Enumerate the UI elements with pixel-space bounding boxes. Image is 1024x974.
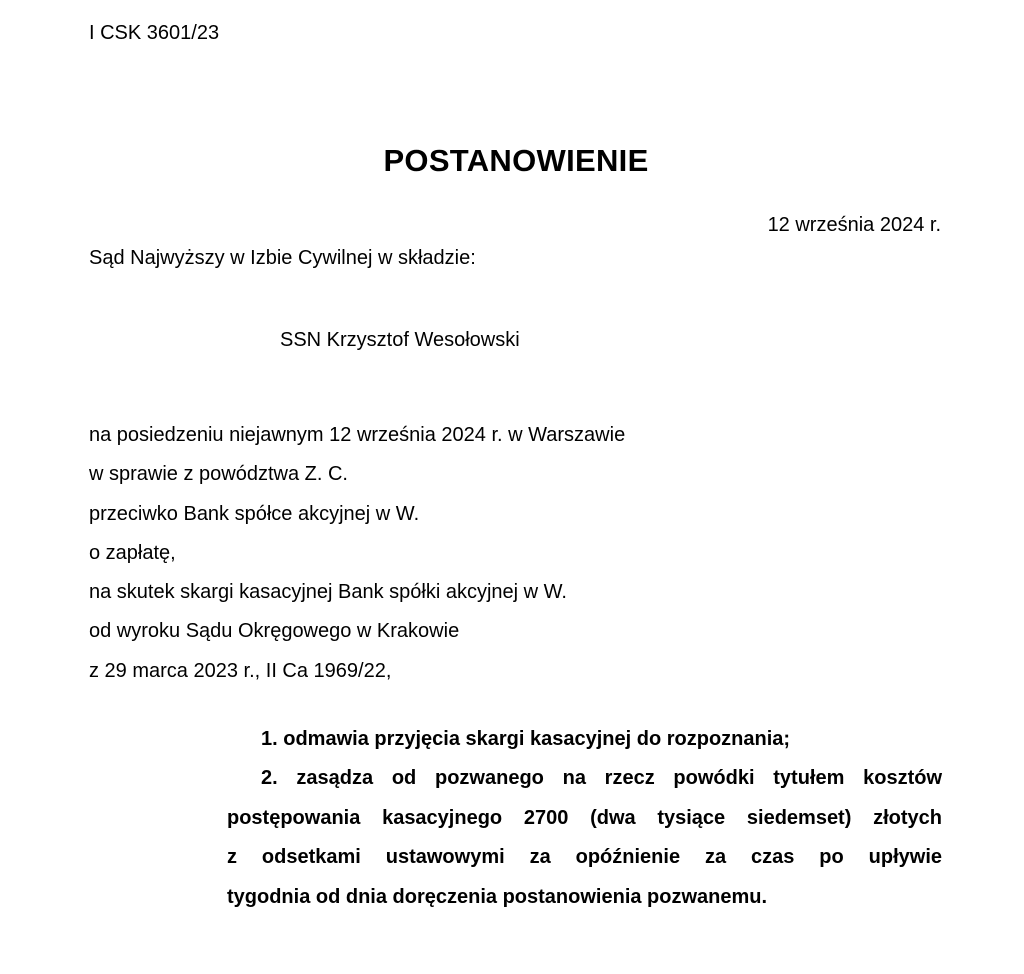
- document-title: POSTANOWIENIE: [383, 143, 649, 178]
- facts-line-judgment-date: z 29 marca 2023 r., II Ca 1969/22,: [89, 659, 392, 682]
- judge-name: SSN Krzysztof Wesołowski: [280, 329, 520, 351]
- ruling-point-2-line-2: postępowania kasacyjnego 2700 (dwa tysiące siedemset) złotych: [227, 806, 942, 829]
- facts-line-plaintiff: w sprawie z powództwa Z. C.: [89, 463, 348, 486]
- ruling-point-1: 1. odmawia przyjęcia skargi kasacyjnej do rozpoznania;: [261, 728, 791, 750]
- facts-line-judgment-court: od wyroku Sądu Okręgowego w Krakowie: [89, 620, 460, 643]
- facts-line-subject: o zapłatę,: [89, 541, 176, 564]
- case-facts: [89, 423, 625, 698]
- ruling-point-2-line-1: 2. zasądza od pozwanego na rzecz powódki tytułem kosztów: [261, 767, 942, 790]
- court-composition: Sąd Najwyższy w Izbie Cywilnej w składzie:: [89, 247, 476, 269]
- facts-line-defendant: przeciwko Bank spółce akcyjnej w W.: [89, 502, 420, 525]
- case-number: I CSK 3601/23: [89, 22, 220, 44]
- facts-line-appeal: na skutek skargi kasacyjnej Bank spółki akcyjnej w W.: [89, 581, 567, 604]
- ruling-point-2-line-3: z odsetkami ustawowymi za opóźnienie za czas po upływie: [227, 846, 942, 869]
- ruling: [227, 727, 942, 924]
- document-date: 12 września 2024 r.: [767, 214, 941, 236]
- facts-line-session: na posiedzeniu niejawnym 12 września 2024 r. w Warszawie: [89, 424, 626, 446]
- ruling-point-2-line-4: tygodnia od dnia doręczenia postanowienia pozwanemu.: [227, 885, 768, 908]
